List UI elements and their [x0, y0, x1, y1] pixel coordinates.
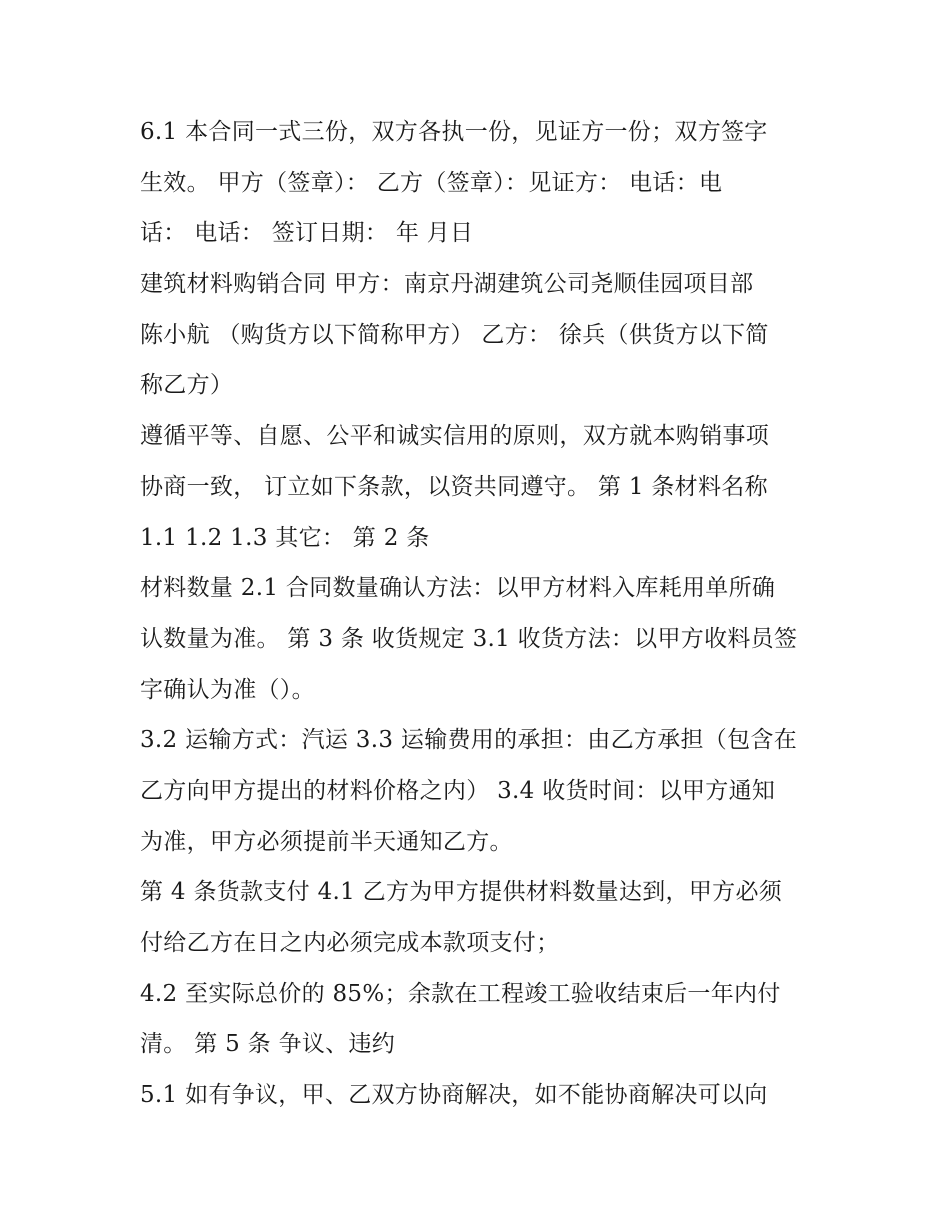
contract-text-body — [140, 107, 820, 1121]
text-line: 称乙方） — [140, 372, 234, 399]
text-line: 付给乙方在日之内必须完成本款项支付； — [140, 930, 560, 956]
text-line: 为准，甲方必须提前半天通知乙方。 — [140, 828, 513, 855]
text-line: 生效。 甲方（签章）： 乙方（签章）：见证方： 电话：电 — [140, 169, 723, 196]
text-line: 4.2 至实际总价的 85%；余款在工程竣工验收结束后一年内付 — [140, 980, 781, 1007]
text-line: 认数量为准。 第 3 条 收货规定 3.1 收货方法：以甲方收料员签 — [140, 625, 798, 652]
text-line: 1.1 1.2 1.3 其它： 第 2 条 — [140, 524, 430, 551]
text-line: 清。 第 5 条 争议、违约 — [140, 1031, 396, 1058]
text-line: 3.2 运输方式：汽运 3.3 运输费用的承担：由乙方承担（包含在 — [140, 727, 797, 754]
text-line: 5.1 如有争议，甲、乙双方协商解决，如不能协商解决可以向 — [140, 1082, 768, 1109]
text-line: 建筑材料购销合同 甲方：南京丹湖建筑公司尧顺佳园项目部 — [140, 271, 754, 298]
text-line: 第 4 条货款支付 4.1 乙方为甲方提供材料数量达到，甲方必须 — [140, 879, 783, 906]
text-line: 话： 电话： 签订日期： 年 月日 — [140, 220, 474, 247]
text-line: 字确认为准（）。 — [140, 676, 315, 703]
text-line: 材料数量 2.1 合同数量确认方法：以甲方材料入库耗用单所确 — [140, 575, 776, 602]
text-line: 乙方向甲方提出的材料价格之内） 3.4 收货时间：以甲方通知 — [140, 777, 776, 804]
text-line: 遵循平等、自愿、公平和诚实信用的原则，双方就本购销事项 — [140, 423, 770, 450]
text-line: 协商一致， 订立如下条款，以资共同遵守。 第 1 条材料名称 — [140, 473, 768, 500]
text-line: 6.1 本合同一式三份，双方各执一份，见证方一份；双方签字 — [140, 119, 768, 145]
text-line: 陈小航 （购货方以下简称甲方） 乙方： 徐兵（供货方以下简 — [140, 321, 769, 348]
